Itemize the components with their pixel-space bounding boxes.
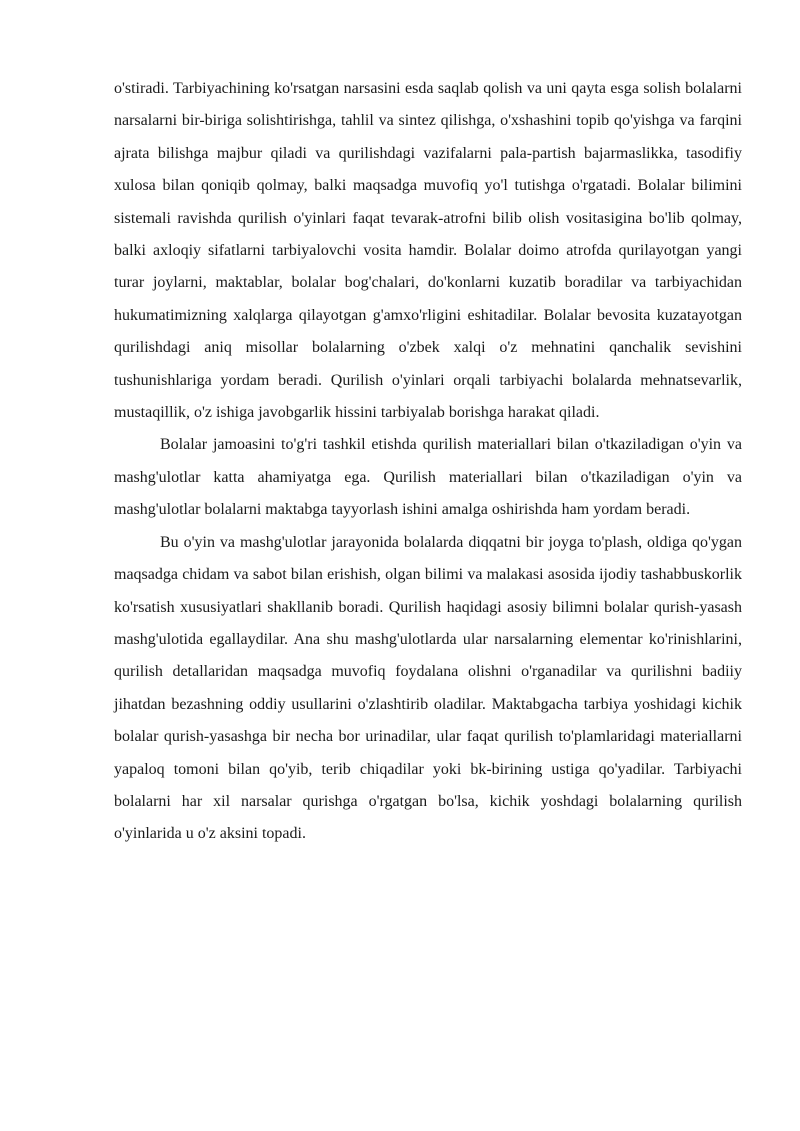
paragraph-3: Bu o'yin va mashg'ulotlar jarayonida bolalarda diqqatni bir joyga to'plash, oldiga qo'ygan maqsadga chidam va sabot bilan erishish, olgan bilimi va malakasi asosida ijodiy tashabbuskorlik ko'rsatish xususiyatlari shakllanib boradi. Qurilish haqidagi asosiy bilimni bolalar qurish-yasash mashg'ulotida egallaydilar. Ana shu mashg'ulotlarda ular narsalarning elementar ko'rinishlarini, qurilish detallaridan maqsadga muvofiq foydalana olishni o'rganadilar va qurilishni badiiy jihatdan bezashning oddiy usullarini o'zlashtirib oladilar. Maktabgacha tarbiya yoshidagi kichik bolalar qurish-yasashga bir necha bor urinadilar, ular faqat qurilish to'plamlaridagi materiallarni yapaloq tomoni bilan qo'yib, terib chiqadilar yoki bk-birining ustiga qo'yadilar. Tarbiyachi bolalarni har xil narsalar qurishga o'rgatgan bo'lsa, kichik yoshdagi bolalarning qurilish o'yinlarida u o'z aksini topadi. [114, 533, 742, 843]
paragraph-2: Bolalar jamoasini to'g'ri tashkil etishda qurilish materiallari bilan o'tkaziladigan o'yin va mashg'ulotlar katta ahamiyatga ega. Qurilish materiallari bilan o'tkaziladigan o'yin va mashg'ulotlar bolalarni maktabga tayyorlash ishini amalga oshirishda ham yordam beradi. [114, 436, 742, 519]
paragraph-1: o'stiradi. Tarbiyachining ko'rsatgan narsasini esda saqlab qolish va uni qayta esga solish bolalarni narsalarni bir-biriga solishtirishga, tahlil va sintez qilishga, o'xshashini topib qo'yishga va farqini ajrata bilishga majbur qiladi va qurilishdagi vazifalarni pala-partish bajarmaslikka, tasodifiy xulosa bilan qoniqib qolmay, balki maqsadga muvofiq yo'l tutishga o'rgatadi. Bolalar bilimini sistemali ravishda qurilish o'yinlari faqat tevarak-atrofni bilib olish vositasigina bo'lib qolmay, balki axloqiy sifatlarni tarbiyalovchi vosita hamdir. Bolalar doimo atrofda qurilayotgan yangi turar joylarni, maktablar, bolalar bog'chalari, do'konlarni kuzatib boradilar va tarbiyachidan hukumatimizning xalqlarga qilayotgan g'amxo'rligini eshitadilar. Bolalar bevosita kuzatayotgan qurilishdagi aniq misollar bolalarning o'zbek xalqi o'z mehnatini qanchalik sevishini tushunishlariga yordam beradi. Qurilish o'yinlari orqali tarbiyachi bolalarda mehnatsevarlik, mustaqillik, o'z ishiga javobgarlik hissini tarbiyalab borishga harakat qiladi. [114, 80, 742, 422]
body-text [114, 73, 742, 851]
